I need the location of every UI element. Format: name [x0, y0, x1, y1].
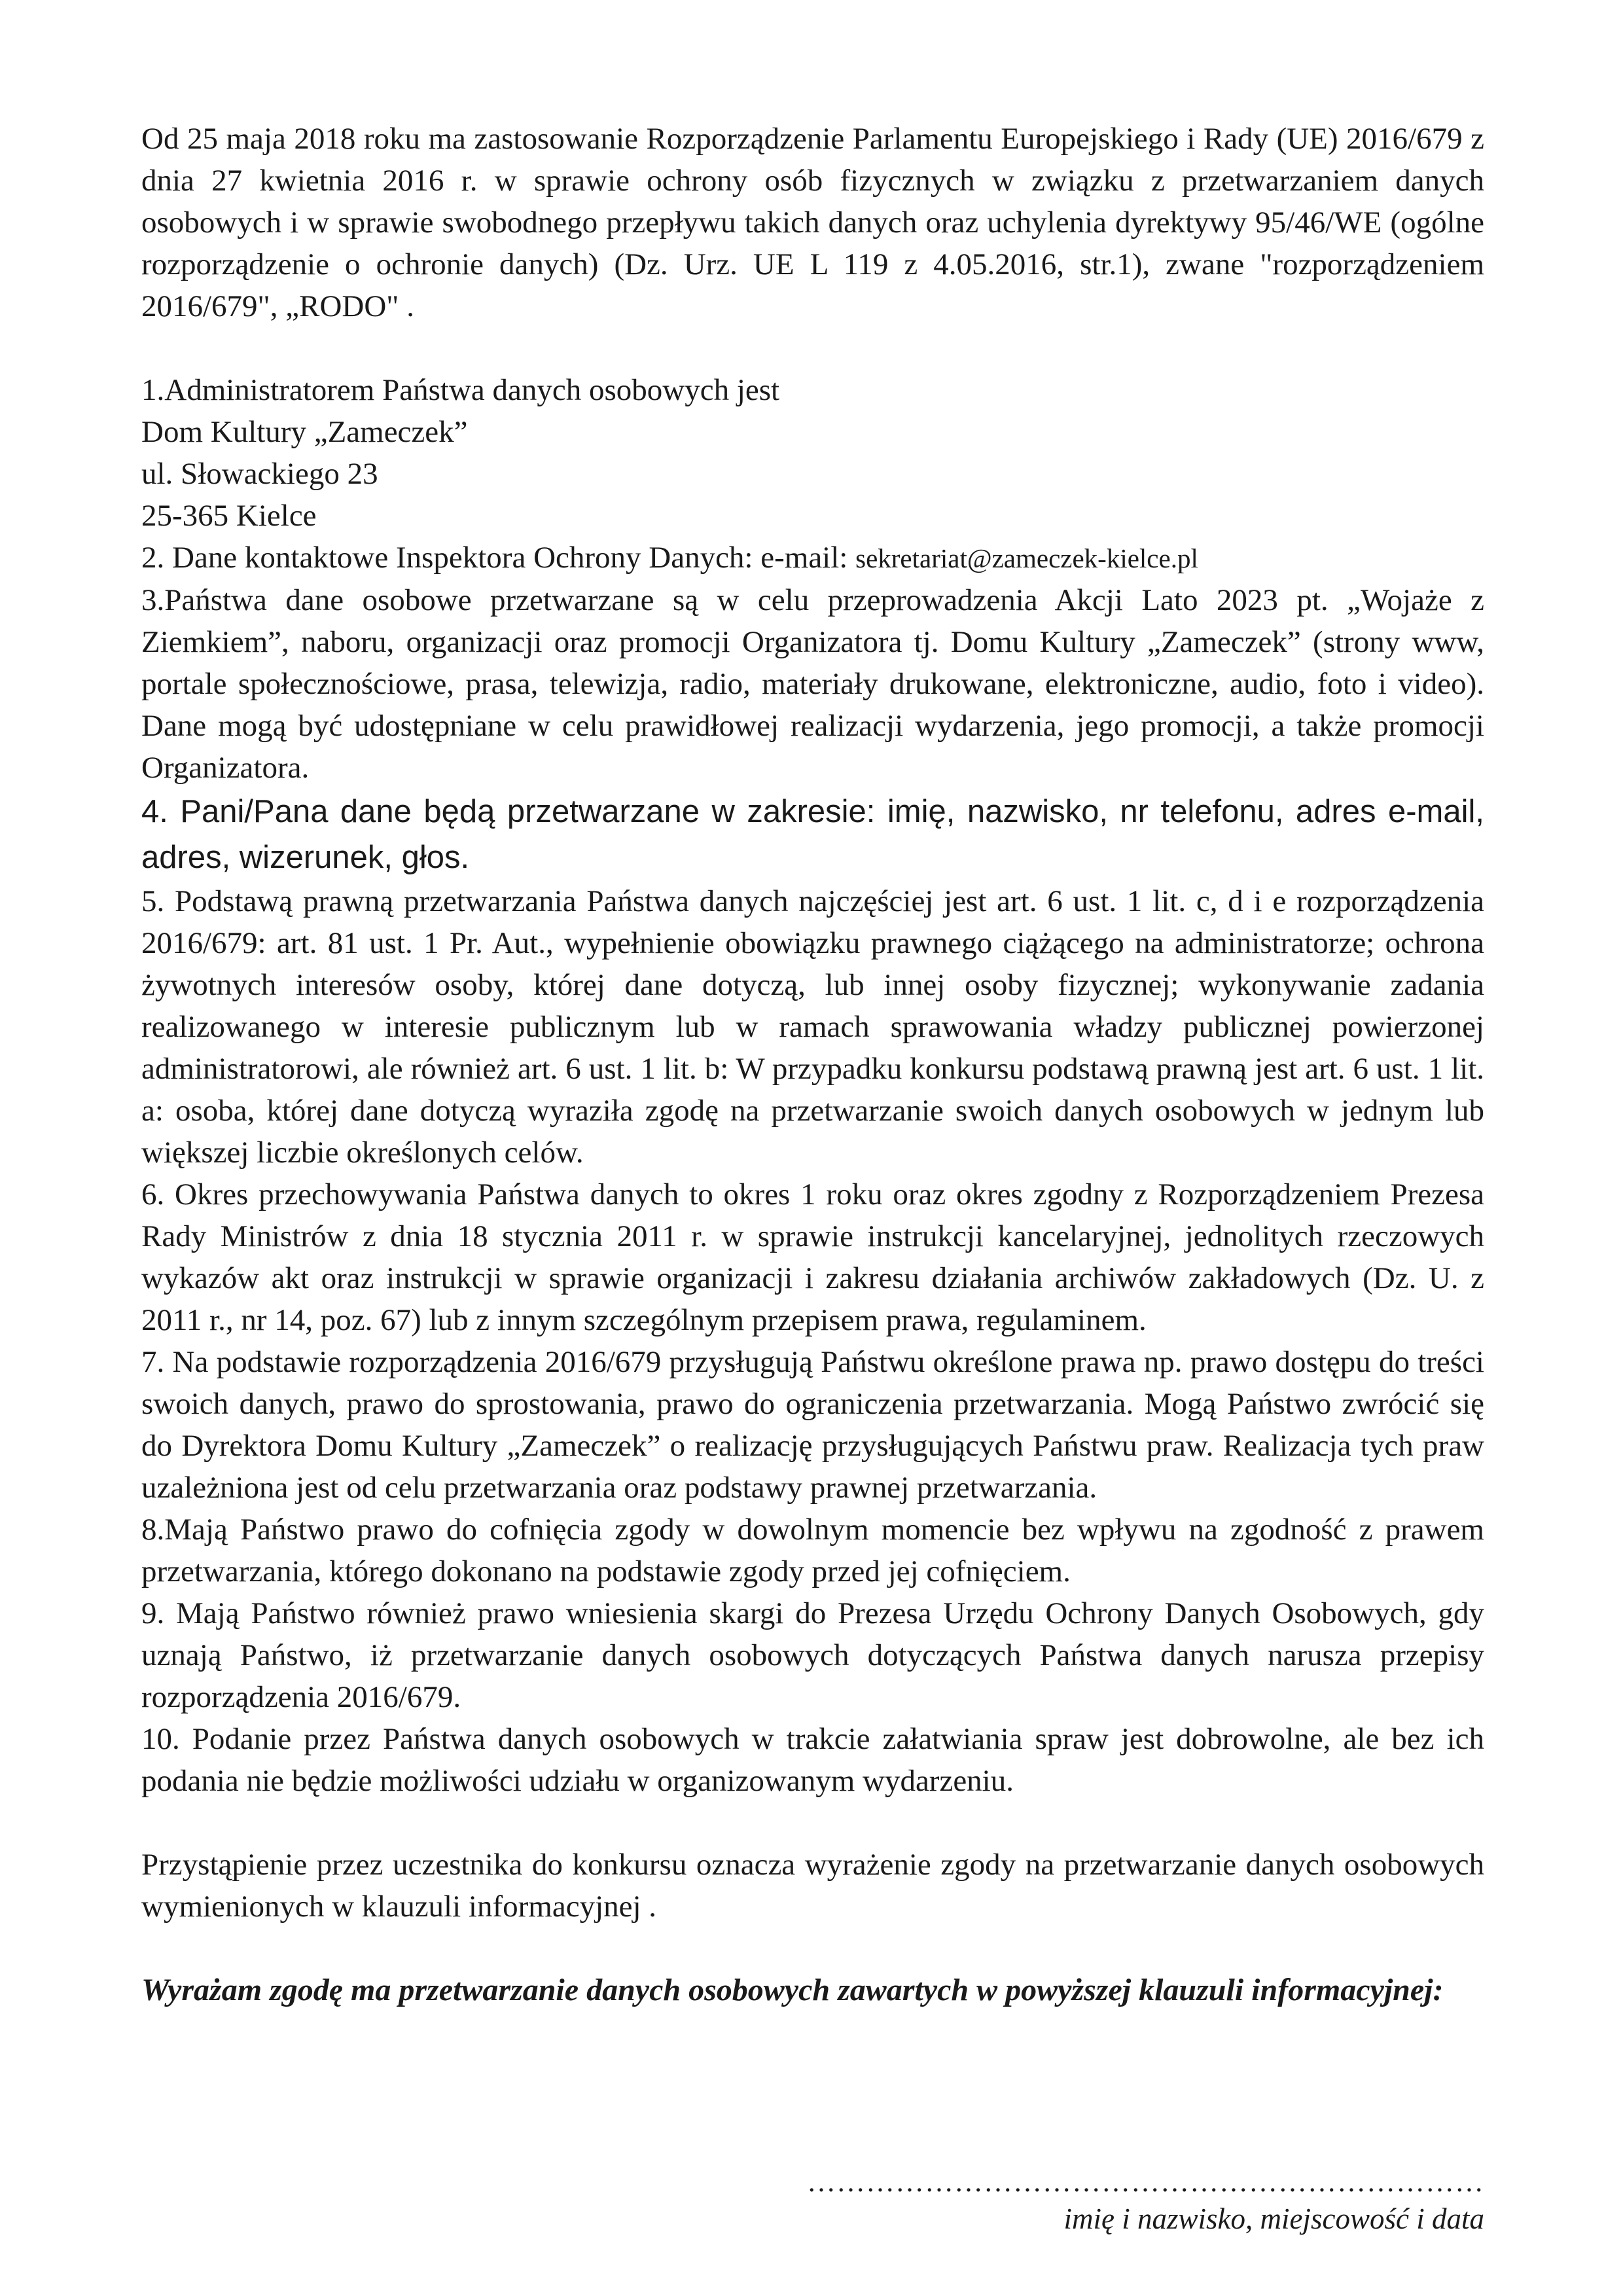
item-5: 5. Podstawą prawną przetwarzania Państwa danych najczęściej jest art. 6 ust. 1 lit. c, d i e rozporządzenia 2016/679: art. 81 ust. 1 Pr. Aut., wypełnienie obowiązku prawnego ciążącego na administratorze; ochrona żywotnych interesów osoby, której dane dotyczą, lub innej osoby fizycznej; wykonywanie zadania realizowanego w interesie publicznym lub w ramach sprawowania władzy publicznej powierzonej administratorowi, ale również art. 6 ust. 1 lit. b: W przypadku konkursu podstawą prawną jest art. 6 ust. 1 lit. a: osoba, której dane dotyczą wyraziła zgodę na przetwarzanie swoich danych osobowych w jednym lub większej liczbie określonych celów.: [141, 884, 1484, 1170]
item-9: 9. Mają Państwo również prawo wniesienia skargi do Prezesa Urzędu Ochrony Danych Osobowych, gdy uznają Państwo, iż przetwarzanie danych osobowych dotyczących Państwa danych narusza przepisy rozporządzenia 2016/679.: [141, 1596, 1484, 1714]
signature-line[interactable]: ……………………………………………………………: [807, 2166, 1484, 2198]
administrator-block: [141, 369, 1484, 537]
administrator-heading: 1.Administratorem Państwa danych osobowych jest: [141, 373, 780, 407]
item-7: 7. Na podstawie rozporządzenia 2016/679 przysługują Państwu określone prawa np. prawo dostępu do treści swoich danych, prawo do sprostowania, prawo do ograniczenia przetwarzania. Mogą Państwo zwrócić się do Dyrektora Domu Kultury „Zameczek” o realizację przysługujących Państwu praw. Realizacja tych praw uzależniona jest od celu przetwarzania oraz podstawy prawnej przetwarzania.: [141, 1345, 1484, 1505]
administrator-city: 25-365 Kielce: [141, 499, 317, 533]
item-10: 10. Podanie przez Państwa danych osobowych w trakcie załatwiania spraw jest dobrowolne, ale bez ich podania nie będzie możliwości udziału w organizowanym wydarzeniu.: [141, 1722, 1484, 1798]
signature-block: [807, 2166, 1484, 2240]
consent-statement: Wyrażam zgodę ma przetwarzanie danych osobowych zawartych w powyższej klauzuli informacyjnej:: [141, 1973, 1444, 2007]
contact-label: 2. Dane kontaktowe Inspektora Ochrony Danych: e-mail:: [141, 541, 856, 575]
item-6: 6. Okres przechowywania Państwa danych to okres 1 roku oraz okres zgodny z Rozporządzeniem Prezesa Rady Ministrów z dnia 18 stycznia 2011 r. w sprawie instrukcji kancelaryjnej, jednolitych rzeczowych wykazów akt oraz instrukcji w sprawie organizacji i zakresu działania archiwów zakładowych (Dz. U. z 2011 r., nr 14, poz. 67) lub z innym szczególnym przepisem prawa, regulaminem.: [141, 1177, 1484, 1337]
participation-paragraph: Przystąpienie przez uczestnika do konkursu oznacza wyrażenie zgody na przetwarzanie danych osobowych wymienionych w klauzuli informacyjnej .: [141, 1848, 1484, 1924]
intro-paragraph: Od 25 maja 2018 roku ma zastosowanie Rozporządzenie Parlamentu Europejskiego i Rady (UE) 2016/679 z dnia 27 kwietnia 2016 r. w sprawie ochrony osób fizycznych w związku z przetwarzaniem danych osobowych i w sprawie swobodnego przepływu takich danych oraz uchylenia dyrektywy 95/46/WE (ogólne rozporządzenie o ochronie danych) (Dz. Urz. UE L 119 z 4.05.2016, str.1), zwane "rozporządzeniem 2016/679", „RODO" .: [141, 122, 1484, 323]
contact-email: sekretariat@zameczek-kielce.pl: [855, 543, 1198, 573]
signature-caption: imię i nazwisko, miejscowość i data: [1063, 2202, 1484, 2235]
contact-line: [141, 537, 1484, 579]
item-8: 8.Mają Państwo prawo do cofnięcia zgody w dowolnym momencie bez wpływu na zgodność z prawem przetwarzania, którego dokonano na podstawie zgody przed jej cofnięciem.: [141, 1513, 1484, 1588]
administrator-street: ul. Słowackiego 23: [141, 457, 378, 491]
item-4: 4. Pani/Pana dane będą przetwarzane w zakresie: imię, nazwisko, nr telefonu, adres e-mail, adres, wizerunek, głos.: [141, 794, 1484, 875]
administrator-name: Dom Kultury „Zameczek”: [141, 415, 468, 449]
item-3: 3.Państwa dane osobowe przetwarzane są w celu przeprowadzenia Akcji Lato 2023 pt. „Wojaże z Ziemkiem”, naboru, organizacji oraz promocji Organizatora tj. Domu Kultury „Zameczek” (strony www, portale społecznościowe, prasa, telewizja, radio, materiały drukowane, elektroniczne, audio, foto i video). Dane mogą być udostępniane w celu prawidłowej realizacji wydarzenia, jego promocji, a także promocji Organizatora.: [141, 583, 1484, 785]
document-page: [141, 118, 1484, 2011]
